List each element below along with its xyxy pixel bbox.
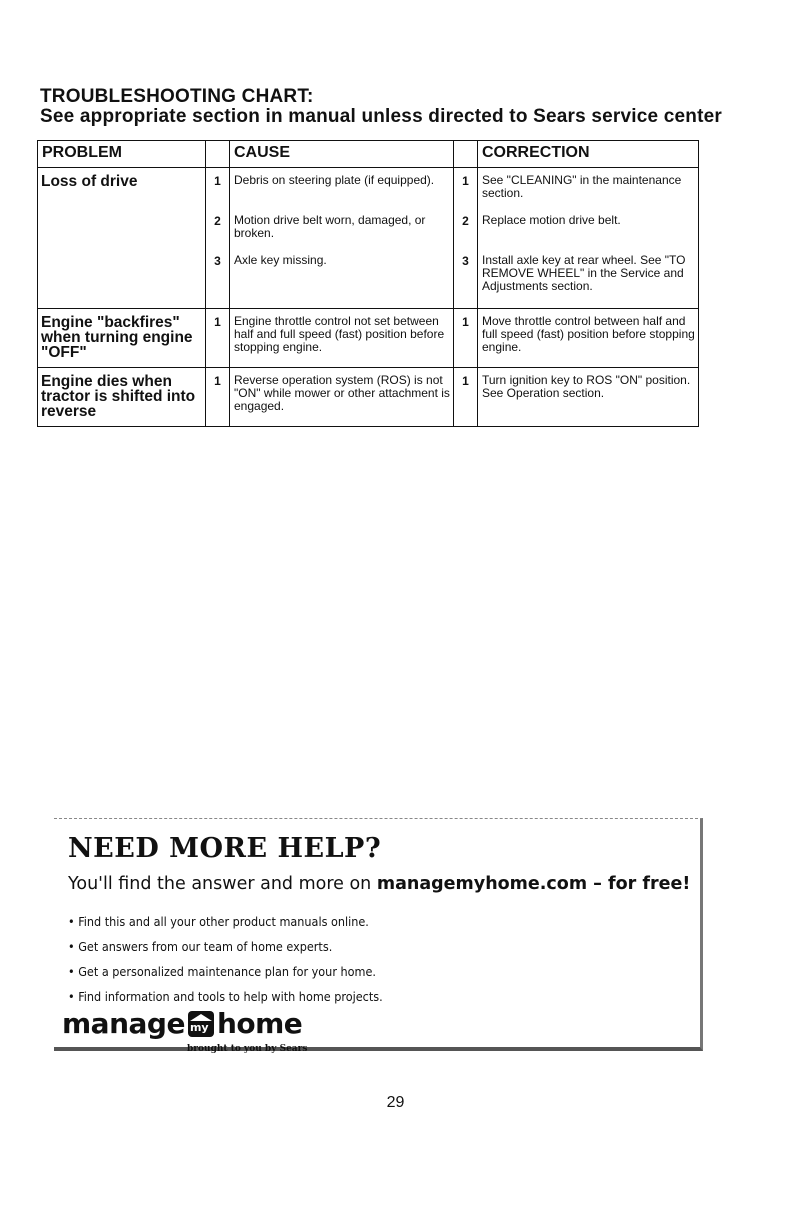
cause-number-cell [206, 368, 230, 427]
cause-text: Debris on steering plate (if equipped). [234, 173, 435, 187]
logo-word-home: home [216, 1007, 303, 1040]
correction-number-cell [454, 368, 478, 427]
help-sub-suffix: – for free! [587, 874, 691, 894]
cause-text: Engine throttle control not set between half and full speed (fast) position before stopping engine. [234, 314, 445, 354]
correction-text: Turn ignition key to ROS "ON" position. See Operation section. [482, 373, 691, 400]
cause-number: 1 [214, 374, 221, 388]
table-row [38, 168, 699, 309]
cause-number: 3 [214, 254, 221, 268]
list-item: • Get answers from our team of home experts. [68, 934, 383, 959]
table-row [38, 368, 699, 427]
correction-number-cell [454, 168, 478, 309]
correction-text: Move throttle control between half and full speed (fast) position before stopping engine. [482, 314, 695, 354]
cause-number: 2 [214, 214, 221, 228]
list-item: • Find information and tools to help with home projects. [68, 984, 383, 1009]
correction-text: Install axle key at rear wheel. See "TO REMOVE WHEEL" in the Service and Adjustments section. [482, 253, 686, 293]
correction-text: Replace motion drive belt. [482, 213, 621, 227]
correction-cell [478, 168, 699, 309]
chart-title: TROUBLESHOOTING CHART: [40, 86, 314, 107]
table-header-row [38, 141, 699, 168]
list-item: • Find this and all your other product manuals online. [68, 909, 383, 934]
cause-cell [230, 368, 454, 427]
managemyhome-logo [62, 1007, 302, 1040]
cause-number-cell [206, 309, 230, 368]
correction-cell [478, 368, 699, 427]
cause-number: 1 [214, 315, 221, 329]
correction-number: 1 [462, 174, 469, 188]
help-bullet-list [68, 909, 383, 1009]
help-sub-prefix: You'll find the answer and more on [68, 874, 377, 894]
logo-word-manage: manage [62, 1007, 185, 1040]
header-correction: CORRECTION [478, 141, 699, 168]
header-spacer [454, 141, 478, 168]
logo-word-my: my [189, 1020, 209, 1034]
correction-number-cell [454, 309, 478, 368]
problem-cell: Engine dies when tractor is shifted into reverse [38, 368, 206, 427]
header-problem: PROBLEM [38, 141, 206, 168]
header-cause: CAUSE [230, 141, 454, 168]
correction-number: 3 [462, 254, 469, 268]
correction-number: 2 [462, 214, 469, 228]
cause-text: Reverse operation system (ROS) is not "ON" while mower or other attachment is engaged. [234, 373, 450, 413]
problem-cell: Engine "backfires" when turning engine "OFF" [38, 309, 206, 368]
cause-cell [230, 309, 454, 368]
correction-number: 1 [462, 374, 469, 388]
cause-text: Axle key missing. [234, 253, 327, 267]
list-item: • Get a personalized maintenance plan for your home. [68, 959, 383, 984]
help-box [54, 818, 703, 1054]
house-icon [188, 1011, 214, 1037]
cause-number: 1 [214, 174, 221, 188]
correction-number: 1 [462, 315, 469, 329]
help-title: NEED MORE HELP? [68, 833, 382, 864]
cause-text: Motion drive belt worn, damaged, or broken. [234, 213, 426, 240]
problem-cell: Loss of drive [38, 168, 206, 309]
help-subtitle [68, 874, 690, 894]
troubleshooting-table [37, 140, 699, 427]
chart-subtitle: See appropriate section in manual unless directed to Sears service center [40, 106, 722, 127]
cause-cell [230, 168, 454, 309]
table-row [38, 309, 699, 368]
help-site-link[interactable]: managemyhome.com [376, 874, 588, 894]
cause-number-cell [206, 168, 230, 309]
logo-tagline: brought to you by Sears [187, 1044, 308, 1054]
page-number: 29 [386, 1094, 405, 1111]
header-spacer [206, 141, 230, 168]
correction-text: See "CLEANING" in the maintenance section. [482, 173, 682, 200]
correction-cell [478, 309, 699, 368]
